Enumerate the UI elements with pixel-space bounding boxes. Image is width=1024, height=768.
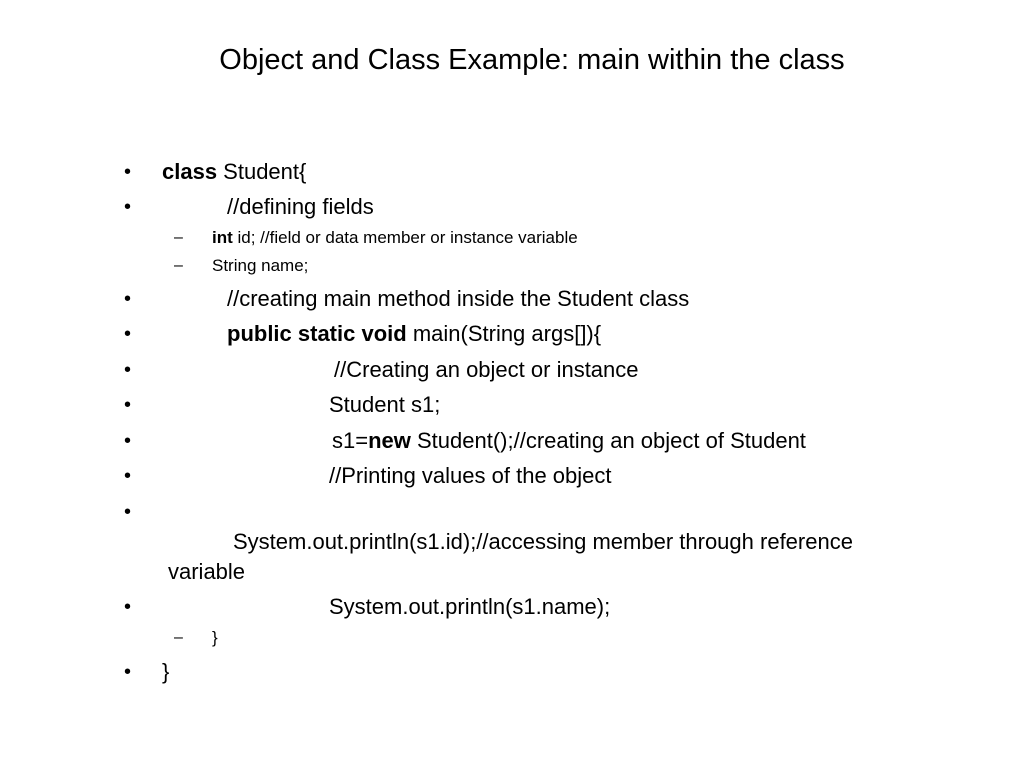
- code-text: Student s1;: [329, 392, 441, 417]
- code-text: //Printing values of the object: [329, 463, 612, 488]
- code-text: Student{: [217, 159, 307, 184]
- dash-icon: –: [174, 229, 183, 246]
- keyword: public static void: [227, 321, 407, 346]
- code-text: System.out.println(s1.id);//accessing member through reference: [233, 529, 853, 554]
- code-text: //creating main method inside the Student class: [227, 286, 690, 311]
- bullet-icon: •: [124, 501, 132, 523]
- keyword: new: [368, 428, 411, 453]
- keyword: int: [212, 228, 233, 247]
- bullet-icon: •: [124, 359, 132, 381]
- code-line: [332, 427, 806, 455]
- keyword: class: [162, 159, 218, 184]
- code-text: //Creating an object or instance: [334, 357, 639, 382]
- bullet-icon: •: [124, 430, 132, 452]
- bullet-icon: •: [124, 465, 132, 487]
- code-text: String name;: [212, 256, 309, 275]
- code-text: //defining fields: [227, 194, 374, 219]
- code-line: [227, 320, 601, 348]
- code-text: System.out.println(s1.name);: [329, 594, 611, 619]
- bullet-icon: •: [124, 196, 132, 218]
- code-text: }: [162, 659, 170, 684]
- bullet-icon: •: [124, 288, 132, 310]
- bullet-icon: •: [124, 394, 132, 416]
- dash-icon: –: [174, 257, 183, 274]
- code-text: id; //field or data member or instance variable: [232, 228, 578, 247]
- code-text: main(String args[]){: [406, 321, 602, 346]
- code-text: s1=: [332, 428, 369, 453]
- code-line: [212, 227, 578, 249]
- bullet-icon: •: [124, 661, 132, 683]
- code-text: variable: [168, 559, 246, 584]
- bullet-icon: •: [124, 596, 132, 618]
- dash-icon: –: [174, 629, 183, 646]
- bullet-icon: •: [124, 161, 132, 183]
- code-line: [162, 158, 306, 186]
- slide-title: Object and Class Example: main within the class: [219, 44, 845, 76]
- code-text: }: [212, 628, 218, 647]
- bullet-icon: •: [124, 323, 132, 345]
- code-text: Student();//creating an object of Student: [410, 428, 806, 453]
